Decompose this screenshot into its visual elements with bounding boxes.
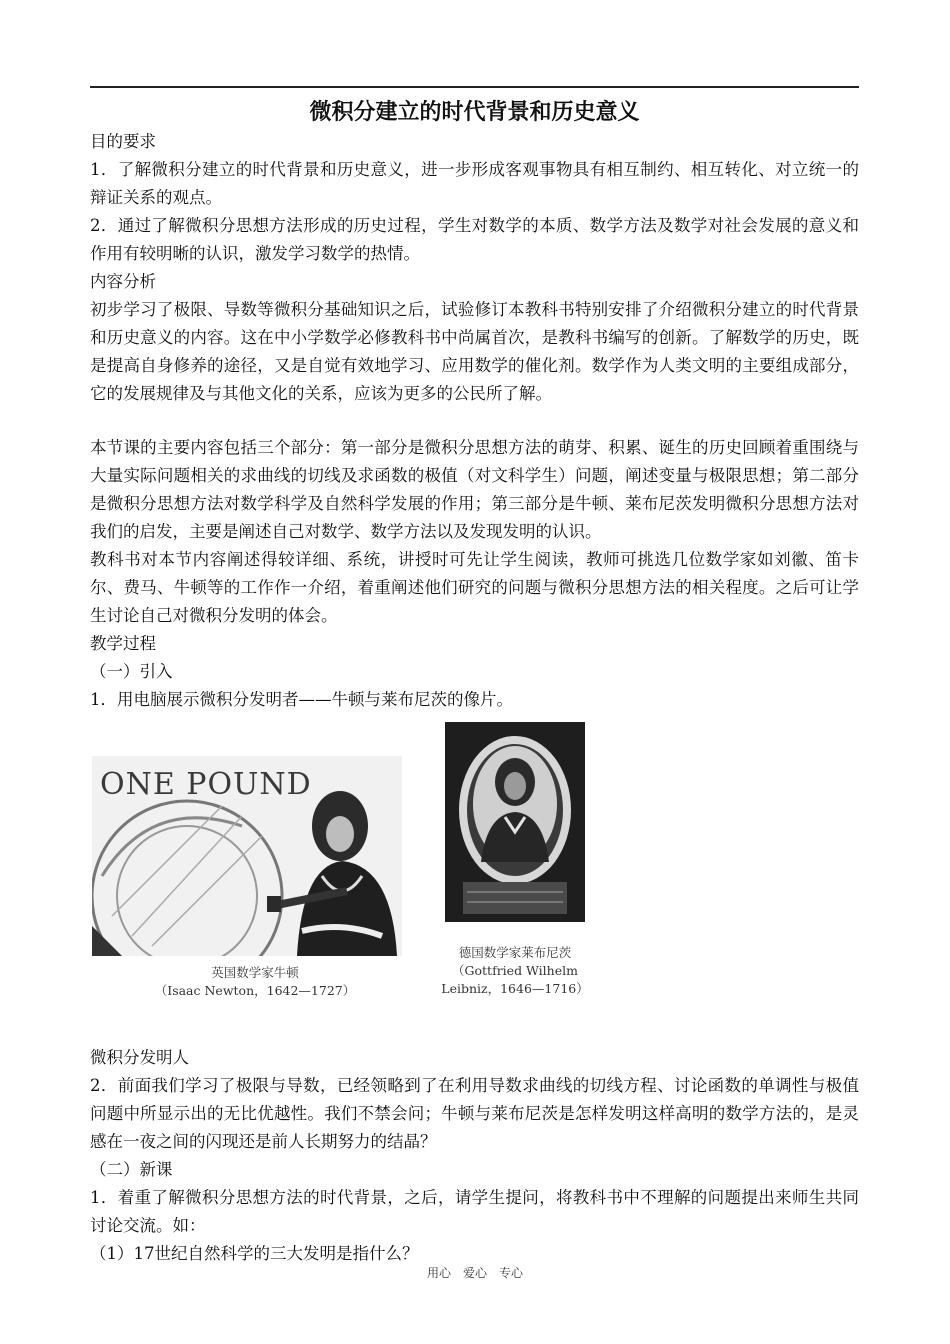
analysis-paragraph-3: 教科书对本节内容阐述得较详细、系统，讲授时可先让学生阅读，教师可挑选几位数学家如刘徽、笛卡尔、费马、牛顿等的工作作一介绍，着重阐述他们研究的问题与微积分思想方法的相关程度。之后可让学生讨论自己对微积分发明的体会。 (90, 550, 859, 625)
newton-caption (130, 964, 380, 1000)
leibniz-caption-dates: Leibniz，1646—1716） (441, 981, 589, 996)
newton-banknote-image (92, 756, 402, 956)
leibniz-caption-title: 德国数学家莱布尼茨 (458, 945, 572, 960)
leibniz-caption-name: （Gottfried Wilhelm (452, 963, 578, 978)
analysis-paragraph-2: 本节课的主要内容包括三个部分：第一部分是微积分思想方法的萌芽、积累、诞生的历史回顾着重围绕与大量实际问题相关的求曲线的切线及求函数的极值（对文科学生）问题，阐述变量与极限思想；第二部分是微积分思想方法对数学科学及自然科学发展的作用；第三部分是牛顿、莱布尼茨发明微积分思想方法对我们的启发，主要是阐述自己对数学、数学方法以及发现发明的认识。 (90, 438, 859, 541)
newton-caption-dates: （Isaac Newton，1642—1727） (154, 983, 356, 998)
header-rule (90, 86, 859, 88)
newton-caption-title: 英国数学家牛顿 (211, 965, 299, 980)
leibniz-portrait-image (445, 722, 585, 922)
analysis-heading: 内容分析 (90, 272, 156, 291)
intro-heading: （一）引入 (90, 662, 173, 681)
newlesson-item-1: 1．着重了解微积分思想方法的时代背景，之后，请学生提问，将教科书中不理解的问题提出来师生共同讨论交流。如： (90, 1188, 859, 1235)
figure-label: 微积分发明人 (90, 1048, 189, 1067)
paragraph-gap (90, 408, 859, 434)
newlesson-heading: （二）新课 (90, 1160, 173, 1179)
process-heading: 教学过程 (90, 634, 156, 653)
goals-heading: 目的要求 (90, 132, 156, 151)
goal-item-1: 1．了解微积分建立的时代背景和历史意义，进一步形成客观事物具有相互制约、相互转化、对立统一的辩证关系的观点。 (90, 160, 859, 207)
page-footer: 用心 爱心 专心 (426, 1266, 523, 1280)
inventors-figure (90, 714, 859, 1044)
banknote-title: ONE POUND (100, 767, 312, 802)
document-body (90, 128, 859, 1268)
page-title: 微积分建立的时代背景和历史意义 (309, 100, 640, 125)
analysis-paragraph-1: 初步学习了极限、导数等微积分基础知识之后，试验修订本教科书特别安排了介绍微积分建立的时代背景和历史意义的内容。这在中小学数学必修教科书中尚属首次，是教科书编写的创新。了解数学的历史，既是提高自身修养的途径，又是自觉有效地学习、应用数学的催化剂。数学作为人类文明的主要组成部分，它的发展规律及与其他文化的关系，应该为更多的公民所了解。 (90, 300, 859, 403)
newlesson-question-1: （1）17世纪自然科学的三大发明是指什么？ (90, 1244, 419, 1263)
intro-item-2: 2．前面我们学习了极限与导数，已经领略到了在利用导数求曲线的切线方程、讨论函数的单调性与极值问题中所显示出的无比优越性。我们不禁会问；牛顿与莱布尼茨是怎样发明这样高明的数学方法的，是灵感在一夜之间的闪现还是前人长期努力的结晶？ (90, 1076, 859, 1151)
leibniz-caption (420, 944, 610, 998)
intro-item-1: 1．用电脑展示微积分发明者——牛顿与莱布尼茨的像片。 (90, 690, 513, 709)
goal-item-2: 2．通过了解微积分思想方法形成的历史过程，学生对数学的本质、数学方法及数学对社会发展的意义和作用有较明晰的认识，激发学习数学的热情。 (90, 216, 859, 263)
